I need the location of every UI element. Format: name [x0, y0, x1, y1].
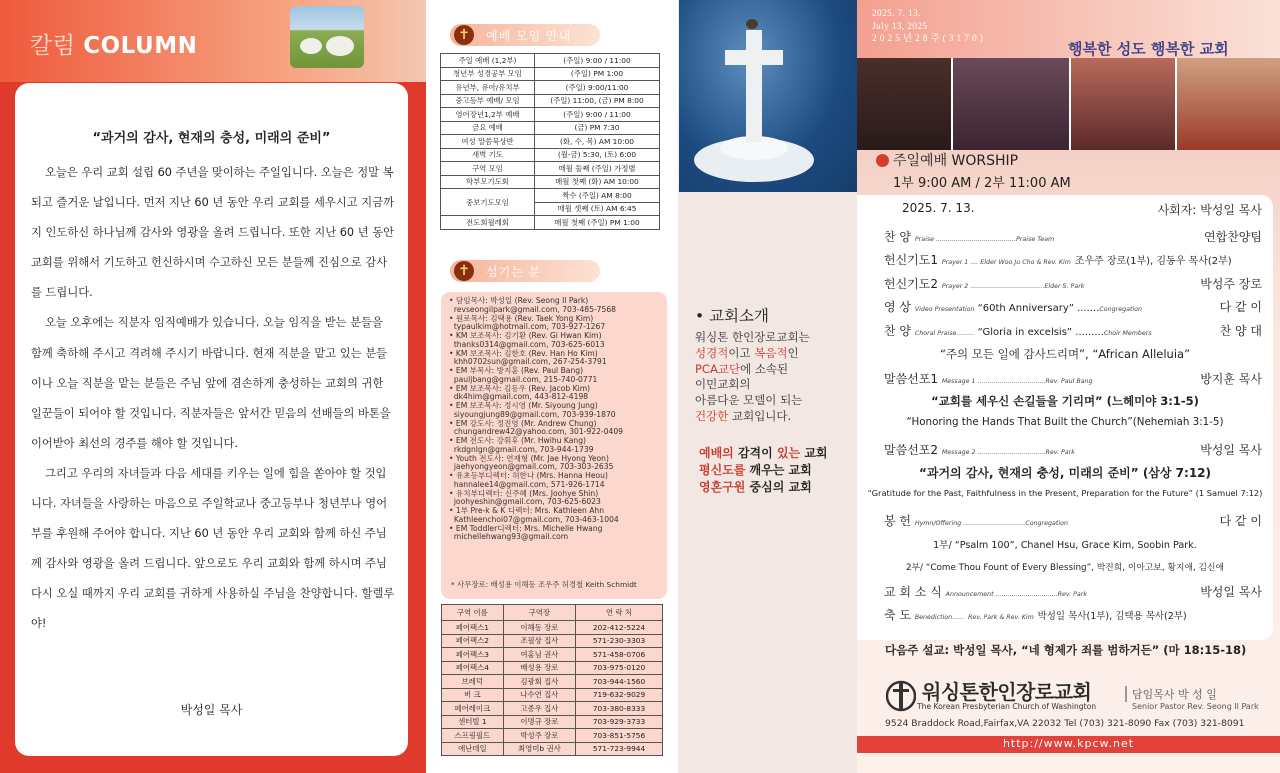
cross-sea-photo	[679, 0, 857, 192]
district-cell: 나수연 집사	[503, 688, 575, 702]
meeting-row	[441, 81, 660, 95]
worship-times: 1부 9:00 AM / 2부 11:00 AM	[893, 176, 1071, 191]
servants-box	[441, 292, 667, 599]
sheep-photo	[290, 6, 364, 68]
order-item: 봉 헌 Hymn/Offering ...............................Congregation 다 같 이	[884, 514, 1262, 528]
order-of-worship: 2025. 7. 13. 사회자: 박성일 목사 찬 양 Praise ........................................Praise Team 연합찬양팀 헌신기도1 Prayer 1 .... Elder Woo Ju Cho & Rev. Kim 조우주 장로(1부), 김동우 목사(2부) 헌신기도2 Prayer 2 .....................................Elder S. Park 박성주 장로 영 상 Video Presentation “60th Anniversary” .......Congregation 다 같 이 찬 양 Choral Praise......... “Gloria in excelsis” .........Choir Members 찬 양 대 “주의 모든 일에 감사드리며”, “African Alleluia” 말씀선포1 Message 1 ..................................Rev. Paul Bang 방지훈 목사 “교회를 세우신 손길들을 기리며” (느헤미야 3:1-5) “Honoring the Hands That Built the Church”(Nehemiah 3:1-5) 말씀선포2 Message 2 ..................................Rev. Park 박성일 목사 “과거의 감사, 현재의 충성, 미래의 준비” (삼상 7:12) “Gratitude for the Past, Faithfulness in the Present, Preparation for the Future” (1 Samuel 7:12) 봉 헌 Hymn/Offering ...............................Congregation 다 같 이 1부/ “Psalm 100”, Chanel Hsu, Grace Kim, Soobin Park. 2부/ “Come Thou Fount of Every Blessing”, 박진희, 이아고보, 황지애, 김신애 교 회 소 식 Announcement ...............................Rev. Park 박성일 목사 축 도 Benediction...... Rev. Park & Rev. Kim 박성일 목사(1부), 김택용 목사(2부)	[857, 195, 1273, 640]
district-cell: 571-230-3303	[576, 634, 663, 648]
church-name: 워싱톤한인장로교회	[922, 680, 1092, 704]
meeting-time: 짝수 (주일) AM 8:00	[534, 189, 659, 203]
meeting-name: 전도회월례회	[441, 216, 535, 230]
district-row	[442, 742, 663, 756]
order-item: 찬 양 Choral Praise......... “Gloria in excelsis” .........Choir Members 찬 양 대	[884, 324, 1262, 338]
meeting-name: 학부모기도회	[441, 175, 535, 189]
column-body	[31, 158, 397, 640]
district-cell: 이명규 장로	[503, 715, 575, 729]
district-row	[442, 688, 663, 702]
meeting-row	[441, 121, 660, 135]
meeting-time: (주일) 9:00/11:00	[534, 81, 659, 95]
district-cell: 배성용 장로	[503, 661, 575, 675]
meeting-time: (화, 수, 목) AM 10:00	[534, 135, 659, 149]
column-card	[15, 83, 408, 756]
meeting-time: (주일) 11:00, (금) PM 8:00	[534, 94, 659, 108]
district-row	[442, 715, 663, 729]
district-header: 구역 이름	[442, 605, 504, 621]
district-cell: 이해동 장로	[503, 621, 575, 635]
district-cell: 202-412-5224	[576, 621, 663, 635]
meeting-row	[441, 189, 660, 203]
meeting-name: 구역 모임	[441, 162, 535, 176]
district-row	[442, 702, 663, 716]
district-cell: 페어팩스2	[442, 634, 504, 648]
district-cell: 703-380-8333	[576, 702, 663, 716]
meetings-table	[440, 53, 660, 230]
column-paragraph: 오늘은 우리 교회 설립 60 주년을 맞이하는 주일입니다. 오늘은 정말 복되고 즐거운 날입니다. 먼저 지난 60 년 동안 우리 교회를 세우시고 지금까지 인도하신 하나님께 감사와 영광을 올려 드립니다. 또한 지난 60 년 동안 교회를 위해서 기도하고 헌신하시며 수고하신 모든 분들께 진심으로 감사를 드립니다.	[31, 166, 395, 300]
meeting-time: 매월 첫째 (화) AM 10:00	[534, 175, 659, 189]
cross-icon: ✝	[454, 261, 474, 281]
order-item: 축 도 Benediction...... Rev. Park & Rev. Kim 박성일 목사(1부), 김택용 목사(2부)	[884, 608, 1187, 622]
flower-icon	[876, 154, 889, 167]
column-title: 칼럼 COLUMN	[30, 33, 198, 59]
district-cell: 571-458-0706	[576, 648, 663, 662]
district-cell: 페어레이크	[442, 702, 504, 716]
meeting-name: 영어장년1,2부 예배	[441, 108, 535, 122]
district-cell: 애난데일	[442, 742, 504, 756]
offering-music-2: 2부/ “Come Thou Fount of Every Blessing”, 박진희, 이아고보, 황지애, 김신애	[905, 563, 1225, 573]
district-cell: 703-929-3733	[576, 715, 663, 729]
district-row	[442, 648, 663, 662]
meeting-row	[441, 216, 660, 230]
meeting-name: 중고등부 예배/ 모임	[441, 94, 535, 108]
meeting-name: 금요 예배	[441, 121, 535, 135]
bulletin-date: 2025. 7. 13. July 13, 2025 2 0 2 5 년 2 8 주 ( 3 1 7 0 )	[872, 9, 984, 44]
district-cell: 스프링필드	[442, 729, 504, 743]
church-name-en: The Korean Presbyterian Church of Washington	[917, 702, 1097, 711]
next-week-sermon: 다음주 설교: 박성일 목사, “네 형제가 죄를 범하거든” (마 18:15-18)	[885, 643, 1247, 657]
meeting-name: 청년부 성경공부 모임	[441, 67, 535, 81]
district-row	[442, 729, 663, 743]
district-cell: 고종우 집사	[503, 702, 575, 716]
anthem-titles: “주의 모든 일에 감사드리며”, “African Alleluia”	[939, 347, 1191, 361]
meeting-time: 매월 첫째 (주일) PM 1:00	[534, 216, 659, 230]
cross-icon: ✝	[454, 25, 474, 45]
meeting-name: 유년부, 유아/유치부	[441, 81, 535, 95]
district-cell: 브레덕	[442, 675, 504, 689]
sermon1-title: “교회를 세우신 손길들을 기리며” (느헤미야 3:1-5)	[931, 394, 1199, 408]
district-cell: 최영미b 권사	[503, 742, 575, 756]
senior-pastor-en: Senior Pastor Rev. Seong Il Park	[1132, 702, 1259, 711]
district-cell: 김광회 집사	[503, 675, 575, 689]
district-row	[442, 661, 663, 675]
district-row	[442, 675, 663, 689]
church-website-link[interactable]: http://www.kpcw.net	[1002, 737, 1135, 750]
order-item: 말씀선포1 Message 1 ..................................Rev. Paul Bang 방지훈 목사	[884, 372, 1262, 386]
meeting-row	[441, 108, 660, 122]
sermon1-title-en: “Honoring the Hands That Built the Church”(Nehemiah 3:1-5)	[906, 416, 1224, 428]
meeting-row	[441, 175, 660, 189]
order-item: 말씀선포2 Message 2 ..................................Rev. Park 박성일 목사	[884, 443, 1262, 457]
districts-table	[441, 604, 663, 756]
district-cell: 페어팩스4	[442, 661, 504, 675]
meeting-name: 여성 말씀묵상반	[441, 135, 535, 149]
meeting-row	[441, 135, 660, 149]
meeting-row	[441, 148, 660, 162]
order-item: 찬 양 Praise ........................................Praise Team 연합찬양팀	[884, 230, 1262, 244]
meeting-name: 중보기도모임	[441, 189, 535, 216]
meeting-row	[441, 54, 660, 68]
sermon2-title: “과거의 감사, 현재의 충성, 미래의 준비” (삼상 7:12)	[918, 466, 1212, 480]
meeting-time: (주일) 9:00 / 11:00	[534, 108, 659, 122]
offering-music-1: 1부/ “Psalm 100”, Chanel Hsu, Grace Kim, Soobin Park.	[933, 540, 1197, 551]
meeting-name: 주일 예배 (1,2부)	[441, 54, 535, 68]
district-cell: 버 크	[442, 688, 504, 702]
meeting-row	[441, 67, 660, 81]
church-motto: 예배의 감격이 있는 교회 평신도를 깨우는 교회 영혼구원 중심의 교회	[699, 446, 828, 494]
district-cell: 703-851-5756	[576, 729, 663, 743]
district-cell: 719-632-9029	[576, 688, 663, 702]
meeting-time: 매월 둘째 (주일) 가정별	[534, 162, 659, 176]
district-cell: 703-944-1560	[576, 675, 663, 689]
district-header: 연 락 처	[576, 605, 663, 621]
column-paragraph: 그리고 우리의 자녀들과 다음 세대를 키우는 일에 힘을 쏟아야 할 것입니다. 자녀들을 사랑하는 마음으로 주일학교나 중고등부나 청년부나 영어부를 후원해 주어야 합니다. 지난 60 년 동안 우리 교회와 함께 하신 주님께 감사와 영광을 올려 드립니다. 앞으로도 우리 교회와 함께 하시며 주님 다시 오실 때까지 우리 교회를 귀하게 사용하실 주님을 찬양합니다. 할렐루야!	[31, 466, 395, 631]
meeting-time: (주일) 9:00 / 11:00	[534, 54, 659, 68]
meeting-name: 새벽 기도	[441, 148, 535, 162]
district-cell: 박성주 장로	[503, 729, 575, 743]
column-paragraph: 오늘 오후에는 직분자 임직예배가 있습니다. 오늘 임직을 받는 분들을 함께 축하해 주시고 격려해 주시기 바랍니다. 현재 직분을 맡고 있는 분들이나 오늘 직분을 맡는 분들은 주님 앞에 겸손하게 충성하는 교회의 귀한 일꾼들이 되어야 할 것입니다. 직분자들은 앞서간 믿음의 선배들의 바톤을 이어받아 최선의 경주를 해야 할 것입니다.	[31, 316, 391, 450]
senior-pastor: 담임목사 박 성 일	[1125, 686, 1217, 702]
intro-text: 워싱톤 한인장로교회는 성경적이고 복음적인 PCA교단에 소속된 이민교회의 아름다운 모델이 되는 건강한 교회입니다.	[695, 330, 810, 423]
meeting-time: 매월 셋째 (토) AM 6:45	[534, 202, 659, 216]
column-heading: “과거의 감사, 현재의 충성, 미래의 준비”	[92, 131, 331, 146]
church-logo-icon	[886, 677, 916, 715]
intro-title: • 교회소개	[695, 307, 769, 325]
district-row	[442, 634, 663, 648]
cross-illustration	[679, 0, 857, 192]
district-cell: 571-723-9944	[576, 742, 663, 756]
worship-date: 2025. 7. 13.	[902, 201, 975, 215]
district-cell: 페어팩스1	[442, 621, 504, 635]
order-item: 교 회 소 식 Announcement ...............................Rev. Park 박성일 목사	[884, 585, 1262, 599]
servants-title: 섬기는 분	[486, 265, 542, 279]
district-row	[442, 621, 663, 635]
worship-title: 주일예배 WORSHIP	[876, 150, 1018, 170]
office-elders-note: * 사무장로: 배성용 이해동 조우주 허경철 Keith Schmidt	[451, 580, 637, 589]
meeting-time: (월-금) 5:30, (토) 6:00	[534, 148, 659, 162]
district-cell: 여홍님 권사	[503, 648, 575, 662]
sermon2-title-en: “Gratitude for the Past, Faithfulness in the Present, Preparation for the Future” (1 Samuel 7:12)	[867, 488, 1263, 498]
meetings-title: 예배 모임 안내	[486, 29, 572, 43]
district-cell: 센터빌 1	[442, 715, 504, 729]
congregation-photos	[857, 58, 1280, 150]
meeting-row	[441, 94, 660, 108]
meeting-time: (주일) PM 1:00	[534, 67, 659, 81]
servants-list: • 담임목사: 박성일 (Rev. Seong Il Park) revseongilpark@gmail.com, 703-485-7568 • 원로목사: 김택용 (Rev. Taek Yong Kim) typaulkim@hotmail.com, 703-927-1267 • KM 보조목사: 김기환 (Rev. Gi Hwan Kim) thanks0314@gmail.com, 703-625-6013 • KM 보조목사: 김한호 (Rev. Han Ho Kim) khh0702sun@gmail.com, 267-254-3791 • EM 부목사: 방지훈 (Rev. Paul Bang) pauljbang@gmail.com, 215-740-0771 • EM 보조목사: 김동우 (Rev. Jacob Kim) dk4him@gmail.com, 443-812-4198 • EM 보조목사: 정시영 (Mr. Siyoung Jung) siyoungjung89@gmail.com, 703-939-1870 • EM 강도사: 정진영 (Mr. Andrew Chung) chungandrew42@yahoo.com, 301-922-0409 • EM 전도사: 강휘후 (Mr. Hwihu Kang) rkdgnlgn@gmail.com, 703-944-1739 • Youth 전도사: 연재형 (Mr. Jae Hyong Yeon) jaehyongyeon@gmail.com, 703-303-2635 • 유초등부디렉터: 허한나 (Mrs. Hanna Heou) hannalee14@gmail.com, 571-926-1714 • 유치부디렉터: 신주혜 (Mrs. Joohye Shin) joohyeshin@gmail.com, 703-625-6023 • 1부 Pre-k & K 디렉터: Mrs. Kathleen Ahn Kathleenchoi07@gmail.com, 703-463-1004 • EM Toddler디렉터: Mrs. Michelle Hwang michellehwang93@gmail.com	[449, 296, 624, 542]
church-slogan: 행복한 성도 행복한 교회	[1068, 40, 1229, 58]
column-signature: 박성일 목사	[180, 703, 243, 717]
district-cell: 703-975-0120	[576, 661, 663, 675]
order-item: 헌신기도2 Prayer 2 .....................................Elder S. Park 박성주 장로	[884, 277, 1262, 291]
district-cell: 조필상 집사	[503, 634, 575, 648]
order-item: 영 상 Video Presentation “60th Anniversary” .......Congregation 다 같 이	[884, 300, 1262, 314]
meetings-title-bar	[450, 24, 600, 46]
church-address: 9524 Braddock Road,Fairfax,VA 22032 Tel (703) 321-8090 Fax (703) 321-8091	[885, 718, 1245, 729]
district-cell: 페어팩스3	[442, 648, 504, 662]
district-header: 구역장	[503, 605, 575, 621]
meeting-time: (금) PM 7:30	[534, 121, 659, 135]
order-item: 헌신기도1 Prayer 1 .... Elder Woo Ju Cho & Rev. Kim 조우주 장로(1부), 김동우 목사(2부)	[884, 253, 1232, 267]
meeting-row	[441, 162, 660, 176]
servants-title-bar	[450, 260, 600, 282]
